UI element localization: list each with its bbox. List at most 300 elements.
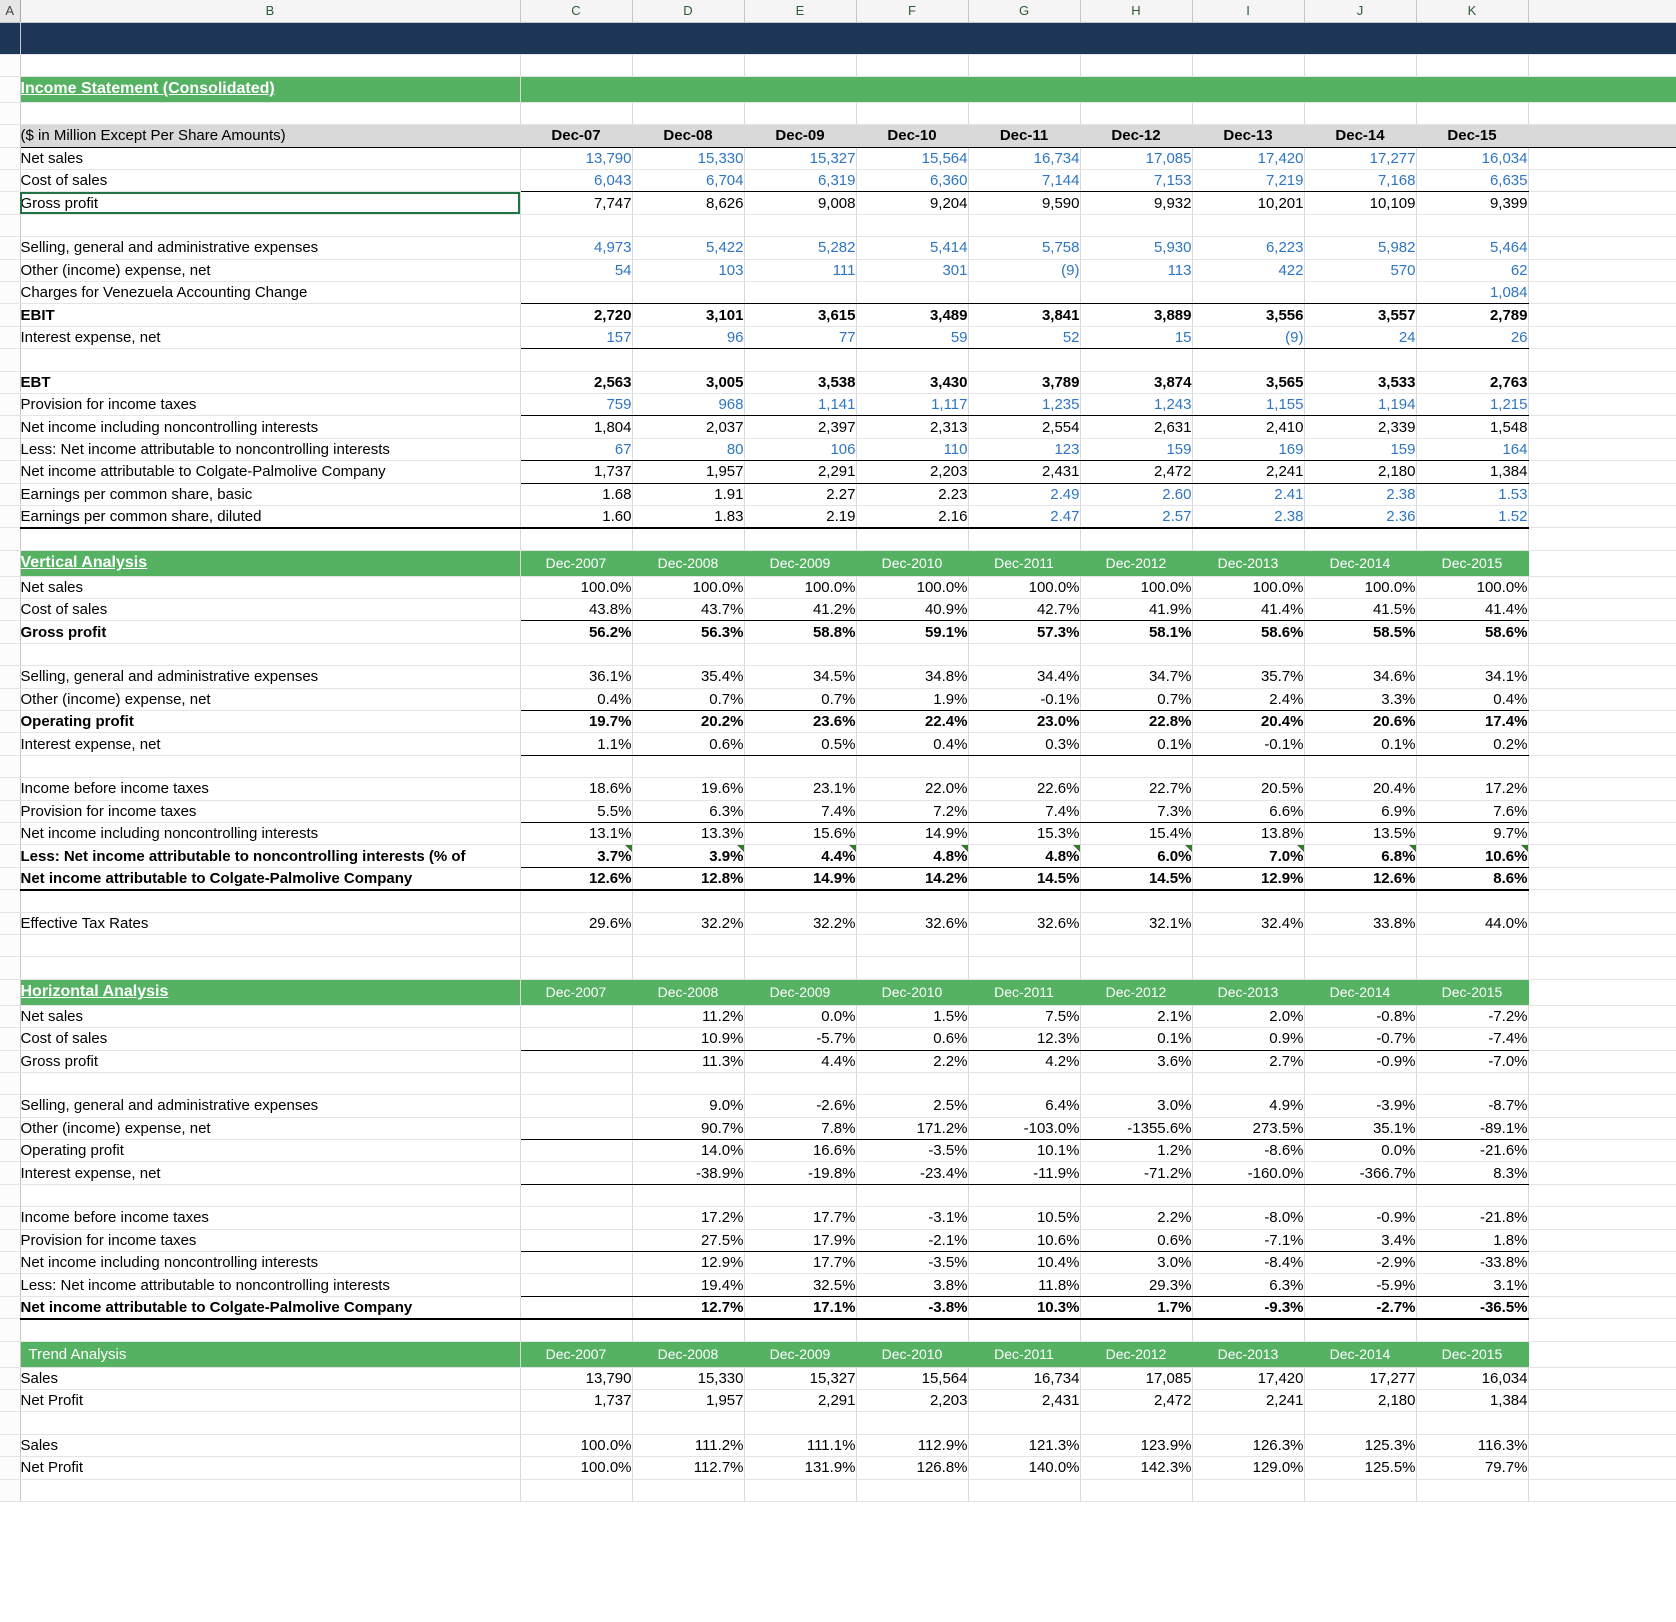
data-cell[interactable]: 42.7% <box>968 599 1080 621</box>
row-label[interactable]: Operating profit <box>20 1140 520 1162</box>
empty-cell[interactable] <box>1528 214 1676 236</box>
empty-cell[interactable] <box>632 890 744 912</box>
row-header[interactable] <box>0 666 20 688</box>
data-cell[interactable]: -3.1% <box>856 1207 968 1229</box>
data-cell[interactable]: 35.1% <box>1304 1117 1416 1139</box>
data-cell[interactable]: 7,144 <box>968 170 1080 192</box>
empty-cell[interactable] <box>1416 1184 1528 1206</box>
empty-cell[interactable] <box>1304 349 1416 371</box>
data-cell[interactable]: 15.6% <box>744 823 856 845</box>
row-label[interactable]: Net sales <box>20 576 520 598</box>
data-cell[interactable]: 32.4% <box>1192 912 1304 934</box>
column-header-e[interactable]: E <box>744 0 856 22</box>
empty-cell[interactable] <box>856 102 968 124</box>
data-cell[interactable]: 6,704 <box>632 170 744 192</box>
data-cell[interactable]: 96 <box>632 326 744 348</box>
row-header[interactable] <box>0 621 20 643</box>
data-cell[interactable]: 10,109 <box>1304 192 1416 214</box>
empty-cell[interactable] <box>20 1479 520 1501</box>
data-cell[interactable]: 5,758 <box>968 237 1080 259</box>
data-cell[interactable]: 6.4% <box>968 1095 1080 1117</box>
data-cell[interactable]: 100.0% <box>1416 576 1528 598</box>
data-cell[interactable]: 32.6% <box>968 912 1080 934</box>
data-cell[interactable]: 9.0% <box>632 1095 744 1117</box>
data-cell[interactable]: 17.4% <box>1416 711 1528 733</box>
data-cell[interactable]: 9.7% <box>1416 823 1528 845</box>
data-cell[interactable]: 164 <box>1416 438 1528 460</box>
data-cell[interactable]: 34.5% <box>744 666 856 688</box>
data-cell[interactable]: 6.9% <box>1304 800 1416 822</box>
data-cell[interactable]: 1.68 <box>520 483 632 505</box>
data-cell[interactable]: 1.52 <box>1416 505 1528 527</box>
data-cell[interactable]: 0.9% <box>1192 1028 1304 1050</box>
data-cell[interactable]: 11.2% <box>632 1005 744 1027</box>
empty-cell[interactable] <box>20 349 520 371</box>
column-header-b[interactable]: B <box>20 0 520 22</box>
data-cell[interactable]: 1,737 <box>520 461 632 483</box>
row-header[interactable] <box>0 711 20 733</box>
row-label[interactable]: Effective Tax Rates <box>20 912 520 934</box>
empty-cell[interactable] <box>1192 755 1304 777</box>
data-cell[interactable]: 1,141 <box>744 393 856 415</box>
data-cell[interactable]: 43.8% <box>520 599 632 621</box>
data-cell[interactable]: 22.0% <box>856 778 968 800</box>
data-cell[interactable]: 2.5% <box>856 1095 968 1117</box>
empty-cell[interactable] <box>1528 349 1676 371</box>
data-cell[interactable]: -1355.6% <box>1080 1117 1192 1139</box>
data-cell[interactable]: 100.0% <box>520 576 632 598</box>
empty-cell[interactable] <box>1416 755 1528 777</box>
row-header[interactable] <box>0 890 20 912</box>
data-cell[interactable]: 10.6% <box>1416 845 1528 867</box>
data-cell[interactable]: 44.0% <box>1416 912 1528 934</box>
data-cell[interactable]: 111 <box>744 259 856 281</box>
empty-cell[interactable] <box>1416 54 1528 76</box>
empty-cell[interactable] <box>1416 1412 1528 1434</box>
empty-cell[interactable] <box>1528 1050 1676 1072</box>
empty-cell[interactable] <box>632 755 744 777</box>
data-cell[interactable] <box>632 282 744 304</box>
data-cell[interactable]: 7,747 <box>520 192 632 214</box>
data-cell[interactable]: 3,489 <box>856 304 968 326</box>
data-cell[interactable]: 5,464 <box>1416 237 1528 259</box>
row-header[interactable] <box>0 1005 20 1027</box>
row-label[interactable]: Earnings per common share, diluted <box>20 505 520 527</box>
row-header[interactable] <box>0 1095 20 1117</box>
empty-cell[interactable] <box>1192 1184 1304 1206</box>
empty-cell[interactable] <box>1528 890 1676 912</box>
data-cell[interactable]: 2.27 <box>744 483 856 505</box>
row-label[interactable]: Selling, general and administrative expenses <box>20 1095 520 1117</box>
empty-cell[interactable] <box>1192 934 1304 956</box>
data-cell[interactable]: -21.8% <box>1416 1207 1528 1229</box>
empty-cell[interactable] <box>520 890 632 912</box>
data-cell[interactable]: 8,626 <box>632 192 744 214</box>
data-cell[interactable]: 0.1% <box>1304 733 1416 755</box>
empty-cell[interactable] <box>20 54 520 76</box>
data-cell[interactable]: 301 <box>856 259 968 281</box>
row-header[interactable] <box>0 979 20 1005</box>
row-label[interactable]: Interest expense, net <box>20 326 520 348</box>
empty-cell[interactable] <box>520 102 632 124</box>
data-cell[interactable]: 2.0% <box>1192 1005 1304 1027</box>
data-cell[interactable]: 2.7% <box>1192 1050 1304 1072</box>
row-label[interactable]: Net income attributable to Colgate-Palmolive Company <box>20 1296 520 1318</box>
empty-cell[interactable] <box>744 1479 856 1501</box>
data-cell[interactable]: -21.6% <box>1416 1140 1528 1162</box>
data-cell[interactable]: 1,737 <box>520 1389 632 1411</box>
empty-cell[interactable] <box>744 1319 856 1341</box>
data-cell[interactable]: 5,930 <box>1080 237 1192 259</box>
empty-cell[interactable] <box>1528 1005 1676 1027</box>
empty-cell[interactable] <box>856 1319 968 1341</box>
data-cell[interactable]: 41.4% <box>1192 599 1304 621</box>
empty-cell[interactable] <box>744 214 856 236</box>
data-cell[interactable]: 100.0% <box>856 576 968 598</box>
column-header-g[interactable]: G <box>968 0 1080 22</box>
data-cell[interactable]: 24 <box>1304 326 1416 348</box>
data-cell[interactable]: 29.3% <box>1080 1274 1192 1296</box>
data-cell[interactable]: 77 <box>744 326 856 348</box>
data-cell[interactable]: 6,319 <box>744 170 856 192</box>
data-cell[interactable]: -0.8% <box>1304 1005 1416 1027</box>
data-cell[interactable]: 26 <box>1416 326 1528 348</box>
empty-cell[interactable] <box>1528 1319 1676 1341</box>
row-label[interactable]: Less: Net income attributable to noncontrolling interests (% of <box>20 845 520 867</box>
empty-cell[interactable] <box>744 349 856 371</box>
empty-cell[interactable] <box>968 528 1080 550</box>
empty-cell[interactable] <box>856 54 968 76</box>
data-cell[interactable]: 17.7% <box>744 1252 856 1274</box>
data-cell[interactable]: 110 <box>856 438 968 460</box>
empty-cell[interactable] <box>744 528 856 550</box>
data-cell[interactable]: 422 <box>1192 259 1304 281</box>
data-cell[interactable]: 1,235 <box>968 393 1080 415</box>
data-cell[interactable]: 19.6% <box>632 778 744 800</box>
data-cell[interactable]: 16,034 <box>1416 147 1528 169</box>
data-cell[interactable]: 2.57 <box>1080 505 1192 527</box>
data-cell[interactable]: 16.6% <box>744 1140 856 1162</box>
empty-cell[interactable] <box>1080 934 1192 956</box>
data-cell[interactable]: 2,291 <box>744 461 856 483</box>
data-cell[interactable]: 111.2% <box>632 1434 744 1456</box>
empty-cell[interactable] <box>520 1319 632 1341</box>
empty-cell[interactable] <box>1528 438 1676 460</box>
data-cell[interactable]: 9,932 <box>1080 192 1192 214</box>
data-cell[interactable]: 19.4% <box>632 1274 744 1296</box>
data-cell[interactable]: 1,194 <box>1304 393 1416 415</box>
data-cell[interactable]: 1.2% <box>1080 1140 1192 1162</box>
column-header-f[interactable]: F <box>856 0 968 22</box>
data-cell[interactable]: 32.2% <box>632 912 744 934</box>
row-header[interactable] <box>0 1479 20 1501</box>
empty-cell[interactable] <box>20 1319 520 1341</box>
empty-cell[interactable] <box>744 934 856 956</box>
data-cell[interactable]: -36.5% <box>1416 1296 1528 1318</box>
row-header[interactable] <box>0 461 20 483</box>
empty-cell[interactable] <box>1416 957 1528 979</box>
data-cell[interactable]: 7.8% <box>744 1117 856 1139</box>
empty-cell[interactable] <box>968 1479 1080 1501</box>
data-cell[interactable]: 2,410 <box>1192 416 1304 438</box>
data-cell[interactable]: 1.91 <box>632 483 744 505</box>
data-cell[interactable]: 14.9% <box>856 823 968 845</box>
data-cell[interactable]: 58.1% <box>1080 621 1192 643</box>
empty-cell[interactable] <box>1528 416 1676 438</box>
data-cell[interactable]: 100.0% <box>1192 576 1304 598</box>
empty-cell[interactable] <box>1528 54 1676 76</box>
data-cell[interactable]: 23.1% <box>744 778 856 800</box>
empty-cell[interactable] <box>520 643 632 665</box>
data-cell[interactable]: 41.4% <box>1416 599 1528 621</box>
data-cell[interactable]: 3,841 <box>968 304 1080 326</box>
empty-cell[interactable] <box>1416 1479 1528 1501</box>
row-label[interactable]: Operating profit <box>20 711 520 733</box>
empty-cell[interactable] <box>1080 102 1192 124</box>
data-cell[interactable]: 43.7% <box>632 599 744 621</box>
data-cell[interactable]: 123 <box>968 438 1080 460</box>
empty-cell[interactable] <box>968 755 1080 777</box>
data-cell[interactable]: 3,101 <box>632 304 744 326</box>
data-cell[interactable]: 5,422 <box>632 237 744 259</box>
data-cell[interactable] <box>520 1296 632 1318</box>
row-header[interactable] <box>0 282 20 304</box>
column-header-j[interactable]: J <box>1304 0 1416 22</box>
data-cell[interactable]: 2,472 <box>1080 1389 1192 1411</box>
data-cell[interactable]: 2,431 <box>968 1389 1080 1411</box>
row-header[interactable] <box>0 867 20 889</box>
data-cell[interactable]: 62 <box>1416 259 1528 281</box>
data-cell[interactable]: 0.4% <box>1416 688 1528 710</box>
data-cell[interactable]: 12.7% <box>632 1296 744 1318</box>
empty-cell[interactable] <box>968 890 1080 912</box>
row-header[interactable] <box>0 259 20 281</box>
data-cell[interactable]: 1.7% <box>1080 1296 1192 1318</box>
data-cell[interactable]: 10,201 <box>1192 192 1304 214</box>
data-cell[interactable]: 3.0% <box>1080 1252 1192 1274</box>
empty-cell[interactable] <box>1528 1252 1676 1274</box>
row-header[interactable] <box>0 1341 20 1367</box>
data-cell[interactable]: 157 <box>520 326 632 348</box>
empty-cell[interactable] <box>744 1072 856 1094</box>
data-cell[interactable]: 22.8% <box>1080 711 1192 733</box>
row-header[interactable] <box>0 823 20 845</box>
data-cell[interactable]: 11.8% <box>968 1274 1080 1296</box>
data-cell[interactable] <box>520 1050 632 1072</box>
row-header[interactable] <box>0 643 20 665</box>
data-cell[interactable]: 6.8% <box>1304 845 1416 867</box>
empty-cell[interactable] <box>968 1319 1080 1341</box>
data-cell[interactable]: 17.2% <box>632 1207 744 1229</box>
data-cell[interactable]: -8.6% <box>1192 1140 1304 1162</box>
data-cell[interactable]: 41.2% <box>744 599 856 621</box>
empty-cell[interactable] <box>1080 349 1192 371</box>
row-header[interactable] <box>0 438 20 460</box>
data-cell[interactable]: 17.2% <box>1416 778 1528 800</box>
data-cell[interactable]: 4.4% <box>744 845 856 867</box>
empty-cell[interactable] <box>1528 755 1676 777</box>
empty-cell[interactable] <box>520 934 632 956</box>
data-cell[interactable] <box>520 1140 632 1162</box>
empty-cell[interactable] <box>20 102 520 124</box>
data-cell[interactable]: 2.2% <box>856 1050 968 1072</box>
empty-cell[interactable] <box>520 1072 632 1094</box>
empty-cell[interactable] <box>856 755 968 777</box>
data-cell[interactable]: 3.3% <box>1304 688 1416 710</box>
empty-cell[interactable] <box>856 349 968 371</box>
data-cell[interactable]: 15,330 <box>632 147 744 169</box>
empty-cell[interactable] <box>1304 1479 1416 1501</box>
data-cell[interactable]: 10.5% <box>968 1207 1080 1229</box>
column-header-d[interactable]: D <box>632 0 744 22</box>
empty-cell[interactable] <box>632 1072 744 1094</box>
data-cell[interactable]: 7.0% <box>1192 845 1304 867</box>
data-cell[interactable]: 12.9% <box>1192 867 1304 889</box>
data-cell[interactable]: 2,431 <box>968 461 1080 483</box>
data-cell[interactable]: 10.3% <box>968 1296 1080 1318</box>
data-cell[interactable]: -2.7% <box>1304 1296 1416 1318</box>
data-cell[interactable]: 18.6% <box>520 778 632 800</box>
empty-cell[interactable] <box>856 934 968 956</box>
data-cell[interactable] <box>520 1095 632 1117</box>
data-cell[interactable]: 1.8% <box>1416 1229 1528 1251</box>
data-cell[interactable]: 125.3% <box>1304 1434 1416 1456</box>
empty-cell[interactable] <box>968 54 1080 76</box>
data-cell[interactable]: 159 <box>1080 438 1192 460</box>
data-cell[interactable]: -7.4% <box>1416 1028 1528 1050</box>
data-cell[interactable]: 32.5% <box>744 1274 856 1296</box>
row-header[interactable] <box>0 1252 20 1274</box>
row-label[interactable]: Provision for income taxes <box>20 800 520 822</box>
column-header-a[interactable]: A <box>0 0 20 22</box>
empty-cell[interactable] <box>20 214 520 236</box>
data-cell[interactable]: 79.7% <box>1416 1457 1528 1479</box>
data-cell[interactable]: 116.3% <box>1416 1434 1528 1456</box>
data-cell[interactable]: 2,180 <box>1304 461 1416 483</box>
data-cell[interactable]: 1.53 <box>1416 483 1528 505</box>
empty-cell[interactable] <box>968 214 1080 236</box>
empty-cell[interactable] <box>1528 800 1676 822</box>
data-cell[interactable]: 17.9% <box>744 1229 856 1251</box>
empty-cell[interactable] <box>1528 688 1676 710</box>
data-cell[interactable]: 7.2% <box>856 800 968 822</box>
data-cell[interactable]: 2.16 <box>856 505 968 527</box>
empty-cell[interactable] <box>744 957 856 979</box>
data-cell[interactable]: 23.0% <box>968 711 1080 733</box>
row-header[interactable] <box>0 125 20 147</box>
column-header-i[interactable]: I <box>1192 0 1304 22</box>
row-header[interactable] <box>0 1140 20 1162</box>
empty-cell[interactable] <box>1528 1389 1676 1411</box>
empty-cell[interactable] <box>1528 957 1676 979</box>
empty-cell[interactable] <box>632 1479 744 1501</box>
data-cell[interactable]: -0.9% <box>1304 1050 1416 1072</box>
data-cell[interactable]: 15,330 <box>632 1367 744 1389</box>
row-label[interactable]: Selling, general and administrative expenses <box>20 666 520 688</box>
data-cell[interactable]: 34.7% <box>1080 666 1192 688</box>
data-cell[interactable]: 0.6% <box>632 733 744 755</box>
row-header[interactable] <box>0 599 20 621</box>
empty-cell[interactable] <box>1192 1319 1304 1341</box>
data-cell[interactable]: 1,548 <box>1416 416 1528 438</box>
data-cell[interactable]: (9) <box>1192 326 1304 348</box>
empty-cell[interactable] <box>968 349 1080 371</box>
empty-cell[interactable] <box>968 1412 1080 1434</box>
empty-cell[interactable] <box>1192 528 1304 550</box>
empty-cell[interactable] <box>632 528 744 550</box>
row-label[interactable]: Sales <box>20 1367 520 1389</box>
empty-cell[interactable] <box>1528 643 1676 665</box>
data-cell[interactable]: 2.38 <box>1192 505 1304 527</box>
row-header[interactable] <box>0 147 20 169</box>
data-cell[interactable]: 15,564 <box>856 1367 968 1389</box>
empty-cell[interactable] <box>20 643 520 665</box>
empty-cell[interactable] <box>1080 1319 1192 1341</box>
empty-cell[interactable] <box>632 214 744 236</box>
row-label[interactable]: Other (income) expense, net <box>20 1117 520 1139</box>
data-cell[interactable]: 9,590 <box>968 192 1080 214</box>
row-header[interactable] <box>0 1274 20 1296</box>
data-cell[interactable]: -103.0% <box>968 1117 1080 1139</box>
data-cell[interactable]: 10.1% <box>968 1140 1080 1162</box>
empty-cell[interactable] <box>1528 528 1676 550</box>
empty-cell[interactable] <box>1528 1117 1676 1139</box>
row-header[interactable] <box>0 76 20 102</box>
row-label[interactable]: Net Profit <box>20 1389 520 1411</box>
empty-cell[interactable] <box>1528 1140 1676 1162</box>
data-cell[interactable]: 58.6% <box>1192 621 1304 643</box>
data-cell[interactable]: 80 <box>632 438 744 460</box>
row-label[interactable]: Net sales <box>20 147 520 169</box>
data-cell[interactable]: 4.9% <box>1192 1095 1304 1117</box>
data-cell[interactable]: 9,399 <box>1416 192 1528 214</box>
data-cell[interactable]: 5,982 <box>1304 237 1416 259</box>
data-cell[interactable]: -3.9% <box>1304 1095 1416 1117</box>
row-header[interactable] <box>0 1412 20 1434</box>
data-cell[interactable]: 0.5% <box>744 733 856 755</box>
data-cell[interactable]: 100.0% <box>968 576 1080 598</box>
empty-cell[interactable] <box>1416 349 1528 371</box>
data-cell[interactable]: 2.38 <box>1304 483 1416 505</box>
empty-cell[interactable] <box>1304 102 1416 124</box>
empty-cell[interactable] <box>1080 1479 1192 1501</box>
data-cell[interactable]: 15.3% <box>968 823 1080 845</box>
empty-cell[interactable] <box>856 1184 968 1206</box>
data-cell[interactable]: 3.8% <box>856 1274 968 1296</box>
empty-cell[interactable] <box>856 890 968 912</box>
empty-cell[interactable] <box>1528 1162 1676 1184</box>
data-cell[interactable]: 140.0% <box>968 1457 1080 1479</box>
row-header[interactable] <box>0 483 20 505</box>
column-header-c[interactable]: C <box>520 0 632 22</box>
data-cell[interactable]: -9.3% <box>1192 1296 1304 1318</box>
row-header[interactable] <box>0 349 20 371</box>
data-cell[interactable]: 17,277 <box>1304 1367 1416 1389</box>
data-cell[interactable]: 2,554 <box>968 416 1080 438</box>
data-cell[interactable]: 106 <box>744 438 856 460</box>
data-cell[interactable]: 2.41 <box>1192 483 1304 505</box>
data-cell[interactable]: 2,241 <box>1192 1389 1304 1411</box>
empty-cell[interactable] <box>1528 259 1676 281</box>
empty-cell[interactable] <box>1528 1072 1676 1094</box>
data-cell[interactable]: 20.2% <box>632 711 744 733</box>
data-cell[interactable] <box>744 282 856 304</box>
data-cell[interactable]: (9) <box>968 259 1080 281</box>
data-cell[interactable]: -0.7% <box>1304 1028 1416 1050</box>
data-cell[interactable]: 123.9% <box>1080 1434 1192 1456</box>
data-cell[interactable]: 16,734 <box>968 1367 1080 1389</box>
data-cell[interactable]: 3.7% <box>520 845 632 867</box>
